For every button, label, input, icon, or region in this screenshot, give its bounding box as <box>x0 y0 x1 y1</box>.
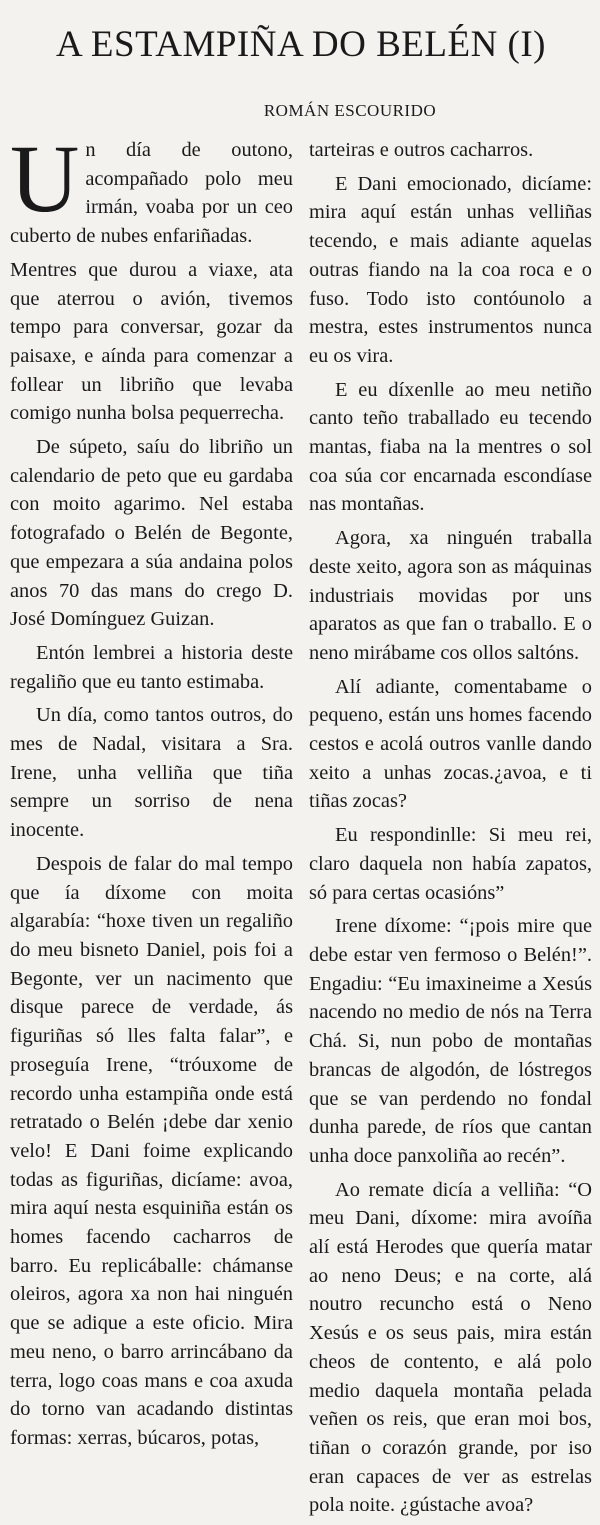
paragraph: Irene díxome: “¡pois mire que debe estar ven fermoso o Belén!”. Engadiu: “Eu imaxineime a Xesús nacendo no medio de nós na Terra Chá. Si, nun pobo de montañas brancas de algodón, de lóstregos que se van perdendo no fondal dunha parede, de ríos que cantan unha doce panxoliña ao recén”. <box>309 915 592 1167</box>
drop-cap: U <box>10 125 80 232</box>
paragraph: Un día, como tantos outros, do mes de Nadal, visitara a Sra. Irene, unha velliña que tiña sempre un sorriso de nena inocente. <box>10 704 293 842</box>
paragraph: Eu respondinlle: Si meu rei, claro daquela non había zapatos, só para certas ocasións” <box>309 824 592 904</box>
paragraph: Mentres que durou a viaxe, ata que aterrou o avión, tivemos tempo para conversar, gozar da paisaxe, e aínda para comenzar a follear un libriño que levaba comigo nunha bolsa pequerrecha. <box>10 258 293 425</box>
first-paragraph <box>10 125 293 251</box>
paragraph: E eu díxenlle ao meu netiño canto teño traballado eu tecendo mantas, fiaba na la mentres o sol coa súa cor encarnada escondíase nas montañas. <box>309 378 592 516</box>
paragraph: E Dani emocionado, dicíame: mira aquí están unhas velliñas tecendo, e mais adiante aquelas outras fiando na la coa roca e o fuso. Todo isto contóunolo a mestra, estes instrumentos nunca eu os vira. <box>309 172 592 367</box>
paragraph: Entón lembrei a historia deste regaliño que eu tanto estimaba. <box>10 641 293 693</box>
article-body <box>10 125 592 1525</box>
right-column <box>309 136 592 1525</box>
article-title: A ESTAMPIÑA DO BELÉN (I) <box>55 24 547 65</box>
paragraph: De súpeto, saíu do libriño un calendario de peto que eu gardaba con moito agarimo. Nel estaba fotografado o Belén de Begonte, que empezara a súa andaina polos anos 70 das mans do crego D. José Domínguez Guizan. <box>10 436 293 631</box>
left-column <box>10 125 293 1525</box>
first-paragraph-text: n día de outono, acompañado polo meu irmán, voaba por un ceo cuberto de nubes enfariñadas. <box>10 139 293 248</box>
paragraph: Alí adiante, comentabame o pequeno, están uns homes facendo cestos e acolá outros vanlle dando xeito a unhas zocas.¿avoa, e ti tiñas zocas? <box>309 675 592 813</box>
paragraph: tarteiras e outros cacharros. <box>309 139 534 161</box>
paragraph: Ao remate dicía a velliña: “O meu Dani, díxome: mira avoíña alí está Herodes que quería matar ao neno Deus; e na corte, alá noutro recuncho está o Neno Xesús e os seus pais, mira están cheos de contento, e alá polo medio daquela montaña pelada veñen os reis, que eran moi bos, tiñan o corazón grande, por iso eran capaces de ver as estrelas pola noite. ¿gústache avoa? <box>309 1178 592 1517</box>
author-byline: ROMÁN ESCOURIDO <box>263 101 437 120</box>
paragraph: Despois de falar do mal tempo que ía díxome con moita algarabía: “hoxe tiven un regaliño do meu bisneto Daniel, pois foi a Begonte, ver un nacimento que disque parece de verdade, ás figuriñas só lles falta falar”, e proseguía Irene, “tróuxome de recordo unha estampiña onde está retratado o Belén ¡debe dar xenio velo! E Dani foime explicando todas as figuriñas, dicíame: avoa, mira aquí nesta esquiniña están os homes facendo cacharros de barro. Eu replicáballe: chámanse oleiros, agora xa non hai ninguén que se adique a este oficio. Mira meu neno, o barro arrincábano da terra, logo coas mans e coa axuda do torno van acadando distintas formas: xerras, búcaros, potas, <box>10 852 293 1449</box>
paragraph: Agora, xa ninguén traballa deste xeito, agora son as máquinas industriais movidas por uns aparatos as que fan o traballo. E o neno mirábame cos ollos saltóns. <box>309 527 592 664</box>
